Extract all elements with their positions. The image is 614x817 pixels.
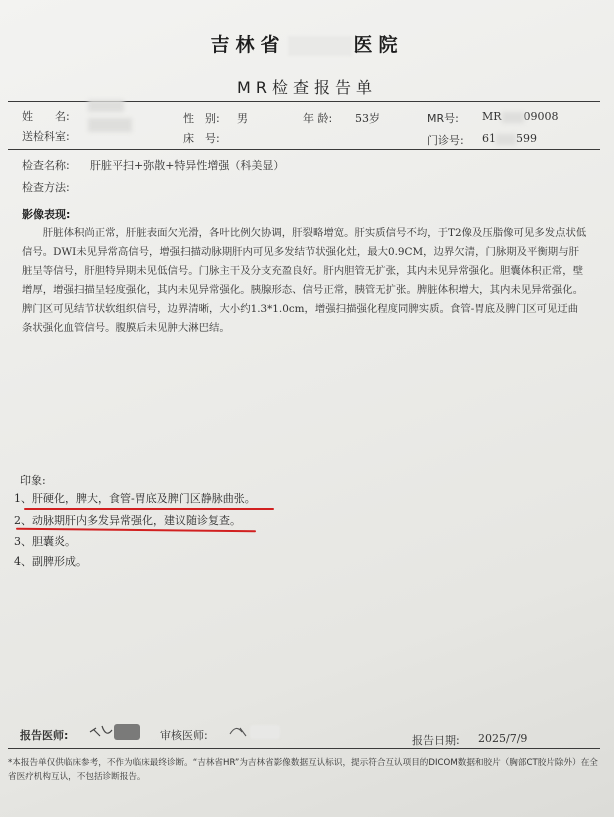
reporter-label: 报告医师: — [20, 729, 69, 742]
header-rule-bottom — [8, 149, 600, 150]
age-label: 年 龄: — [303, 112, 333, 125]
findings-text: 肝脏体积尚正常，肝脏表面欠光滑，各叶比例欠协调，肝裂略增宽。肝实质信号不均，于T2像及压脂像可见多发点状低信号。DWI未见异常高信号，增强扫描动脉期肝内可见多发结节状强化灶，最大0.9CM，边界欠清，门脉期及平衡期与肝脏呈等信号，肝胆特异期未见低信号。门脉主干及分支充盈良好。肝内胆管无扩张，其内未见异常强化。胆囊体积正常，壁增厚，增强扫描呈轻度强化，其内未见异常强化。胰腺形态、信号正常，胰管无扩张。脾脏体积增大，其内未见异常强化。脾门区可见结节状软组织信号，边界清晰，大小约1.3*1.0cm，增强扫描强化程度同脾实质。食管-胃底及脾门区可见迂曲条状强化血管信号。腹膜后未见肿大淋巴结。 — [22, 227, 587, 334]
mr-number-value — [482, 110, 559, 123]
reviewer-signature — [226, 720, 286, 742]
impression-label: 印象: — [20, 474, 46, 487]
redacted-patient-name — [88, 100, 124, 112]
report-title: MR检查报告单 — [237, 78, 377, 97]
mr-number-prefix: MR — [482, 110, 502, 123]
age-value: 53岁 — [355, 112, 380, 125]
impression-item-1: 1、肝硬化，脾大，食管-胃底及脾门区静脉曲张。 — [14, 492, 256, 505]
clinic-number-value — [482, 132, 537, 145]
footer-rule — [8, 748, 600, 749]
hospital-title — [0, 30, 614, 57]
clinic-number-suffix: 599 — [516, 132, 537, 145]
redacted-hospital-name — [288, 36, 352, 56]
clinic-number-label: 门诊号: — [427, 134, 464, 147]
impression-item-2: 2、动脉期肝内多发异常强化，建议随诊复查。 — [14, 514, 241, 527]
patient-name-label: 姓 名: — [22, 110, 70, 123]
red-underline-1 — [24, 508, 274, 510]
exam-method-label: 检查方法: — [22, 181, 70, 194]
report-date-label: 报告日期: — [412, 734, 460, 747]
report-date-value: 2025/7/9 — [478, 732, 528, 745]
bed-label: 床 号: — [183, 132, 220, 145]
mr-number-label: MR号: — [427, 112, 459, 125]
hospital-name-suffix: 医院 — [353, 34, 404, 56]
impression-item-4: 4、副脾形成。 — [14, 555, 87, 568]
dept-label: 送检科室: — [22, 130, 70, 143]
reporter-signature — [86, 720, 146, 742]
exam-name-label: 检查名称: — [22, 159, 70, 172]
exam-name-value: 肝脏平扫+弥散+特异性增强（科美显） — [90, 159, 285, 172]
red-underline-2 — [16, 528, 256, 533]
sex-label: 性 别: — [183, 112, 220, 125]
redacted-clinic-number — [496, 134, 516, 145]
findings-label: 影像表现: — [22, 208, 71, 221]
redacted-dept — [88, 118, 132, 132]
clinic-number-prefix: 61 — [482, 132, 496, 145]
sex-value: 男 — [237, 112, 248, 125]
redacted-mr-number — [502, 112, 524, 123]
impression-item-3: 3、胆囊炎。 — [14, 535, 76, 548]
mr-number-suffix: 09008 — [523, 110, 559, 123]
reviewer-label: 审核医师: — [160, 729, 208, 742]
footer-disclaimer: *本报告单仅供临床参考，不作为临床最终诊断。“吉林省HR”为吉林省影像数据互认标识，提示符合互认项目的DICOM数据和胶片（胸部CT胶片除外）在全省医疗机构互认，不包括诊断报告。 — [8, 758, 598, 782]
hospital-name-prefix: 吉林省 — [210, 34, 286, 56]
